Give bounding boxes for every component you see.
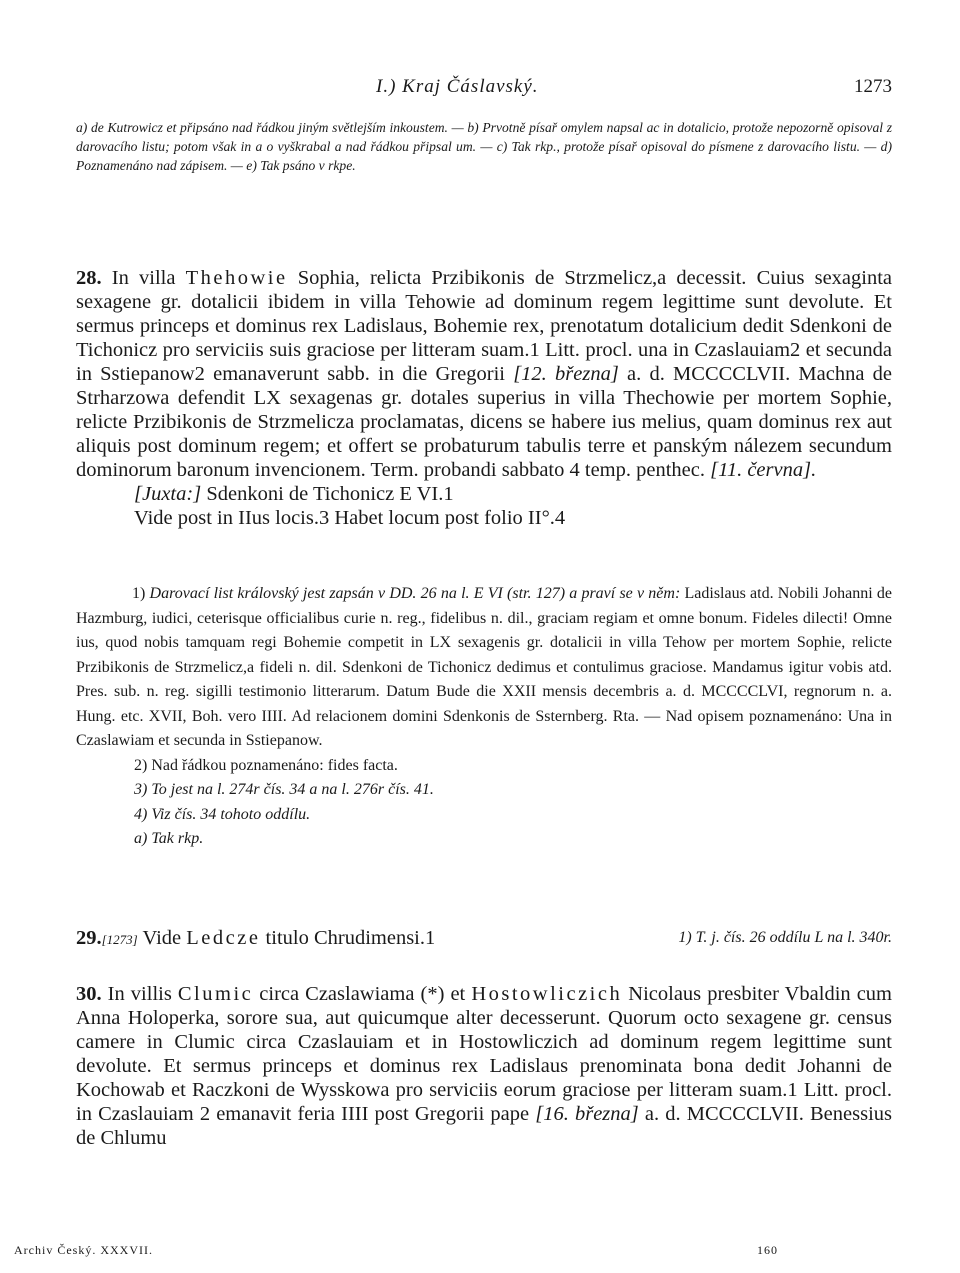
entry-30 [76,982,892,1150]
footnote-1-mark: 1) [132,585,146,602]
entry-29-place: Ledcze [186,927,261,949]
entry-30-place-1: Clumic [177,983,254,1005]
header-title: I.) Kraj Čáslavský. [376,76,539,97]
entry-30-number: 30. [76,983,102,1005]
entry-29-number: 29. [76,927,102,949]
footnote-1-italic: Darovací list královský jest zapsán v DD. 26 na l. E VI (str. 127) a praví se v něm: [149,585,681,602]
footnote-a: a) Tak rkp. [134,830,204,847]
entry-30-text-b: circa Czaslawiama (*) et [253,983,472,1005]
entry-30-paragraph [76,982,892,1150]
entry-28 [76,266,892,530]
entry-30-text-c: Nicolaus presbiter Vbaldin cum Anna Holoperka, sorore sua, aut quicumque alter decesserunt. Quorum octo sexagene gr. census camere in Clumic circa Czaslauiam et in Hostowliczich ad dominum regem legittime sunt devolute. Et sermus princeps et dominus rex Ladislaus prenominata bona dedit Johanni de Kochowab et Raczkoni de Wysskowa pro serviciis eorum graciose per litteram suam.1 Litt. procl. in Czaslauiam 2 emanavit feria IIII post Gregorii pape [76,983,893,1125]
entry-30-text-d: a. d. MCCCCLVII. Benessius de Chlumu [76,1103,892,1149]
footer-left: Archiv Český. XXXVII. [14,1243,153,1257]
entry-28-text-a: In villa [101,267,186,289]
footnote-1 [76,582,892,754]
page-number: 1273 [854,76,892,97]
entry-29 [76,926,892,952]
entry-30-date: [16. března] [535,1103,639,1125]
page-footer [14,1243,816,1258]
entry-28-number: 28. [76,267,102,289]
footer-right: 160 [757,1243,778,1257]
entry-28-juxta [76,482,892,506]
entry-28-vide: Vide post in IIus locis.3 Habet locum post folio II°.4 [134,507,566,529]
entry-29-margin-ref: [1273] [101,932,138,947]
entry-28-text-b: Sophia, relicta Przibikonis de Strzmelicz,a decessit. Cuius sexaginta sexagene gr. dotalicii ibidem in villa Tehowie ad dominum regem legittime sunt devolute. Et sermus princeps et dominus rex Ladislaus, Bohemie rex, prenotatum dotalicium dedit Sdenkoni de Tichonicz pro serviciis suis graciose per litteram suam.1 Litt. procl. una in Czaslauiam2 et secunda in Sstiepanow2 emanaverunt sabb. in die Gregorii [76,267,893,385]
entry-28-date-2: [11. června]. [710,459,817,481]
entry-28-place: Thehowie [185,267,288,289]
running-header [76,76,892,100]
footnote-3: 3) To jest na l. 274r čís. 34 a na l. 276r čís. 41. [134,781,434,798]
entry-30-place-2: Hostowliczich [471,983,623,1005]
entry-30-text-a: In villis [101,983,178,1005]
juxta-label: [Juxta:] [134,483,202,505]
footnote-2: 2) Nad řádkou poznamenáno: fides facta. [134,756,398,774]
footnote-4: 4) Viz čís. 34 tohoto oddílu. [134,805,311,823]
footnotes-28 [76,582,892,852]
footnote-1-text: Ladislaus atd. Nobili Johanni de Hazmburg, iudici, ceterisque officialibus curie n. reg., fidelibus n. dil., graciam regiam et omne bonum. Fideles dilecti! Omne ius, quod nobis tamquam regi Bohemie competit in LX sexagenis gr. dotalicii in villa Tehow per mortem Sophie, relicte Przibikonis de Strzmelicz,a fideli n. dil. Sdenkoni de Tichonicz dedimus et contulimus graciose. Mandamus igitur vobis atd. Pres. sub. n. reg. sigilli testimonio litterarum. Datum Bude die XXII mensis decembris a. d. MCCCCLVI, regnorum n. a. Hung. etc. XVII, Boh. vero IIII. Ad relacionem domini Sdenkonis de Ssternberg. Rta. — Nad opisem poznamenáno: Una in Czaslawiam et secunda in Sstiepanow. [76,585,893,749]
entry-28-paragraph [76,266,892,482]
entry-29-text: Vide [137,927,187,949]
juxta-text: Sdenkoni de Tichonicz E VI.1 [201,483,454,505]
entry-29-paragraph [76,926,892,952]
entry-28-date-1: [12. března] [513,363,619,385]
footnotes-top: a) de Kutrowicz et připsáno nad řádkou jiným světlejším inkoustem. — b) Prvotně písař omylem napsal ac in dotalicio, protože nepozorně opisoval z darovacího listu; potom však in a o vyškrabal a nad řádkou připsal um. — c) Tak rkp., protože písař opisoval do písmene z darovacího listu. — d) Poznamenáno nad zápisem. — e) Tak psáno v rkpe. [76,120,892,173]
entry-29-note: 1) T. j. čís. 26 oddílu L na l. 340r. [678,929,892,946]
entry-28-text-c: a. d. MCCCCLVII. Machna de Strharzowa defendit LX sexagenas gr. dotales superius in villa Thechowie per mortem Sophie, relicte Przibikonis de Strzmelicza proclamatas, dicens se habere ius melius, quam dominus rex aut aliquis post dominum regem; et offert se probaturum tabulis terre et panským nálezem secundum dominorum baronum invencionem. Term. probandi sabbato 4 temp. penthec. [76,363,892,481]
entry-29-text-2: titulo Chrudimensi.1 [260,927,436,949]
